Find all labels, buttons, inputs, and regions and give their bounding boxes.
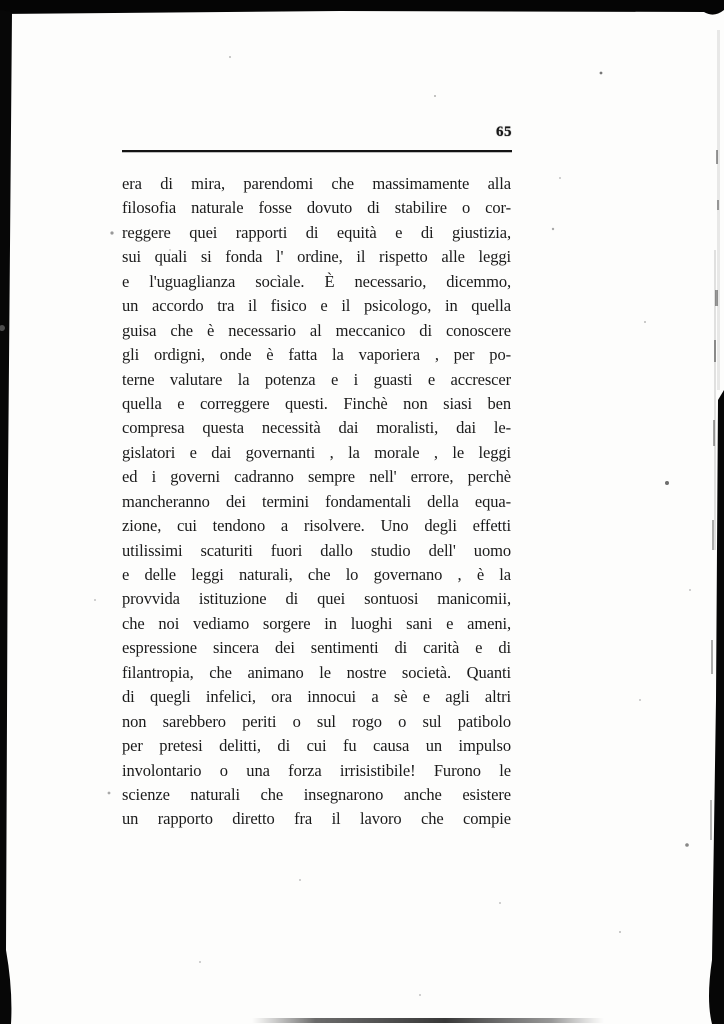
text-line: un accordo tra il fisico e il psicologo, in quella bbox=[122, 296, 511, 316]
scan-edge-bottom bbox=[252, 1018, 604, 1023]
text-line: espressione sincera dei sentimenti di carità e di bbox=[122, 638, 511, 658]
text-line: utilissimi scaturiti fuori dallo studio dell' uomo bbox=[122, 540, 511, 560]
text-line: filosofia naturale fosse dovuto di stabilire o cor- bbox=[122, 198, 511, 218]
text-line: scienze naturali che insegnarono anche esistere bbox=[122, 784, 511, 804]
scan-edge-left bbox=[0, 10, 12, 1024]
text-line: gislatori e dai governanti , la morale , le leggi bbox=[122, 442, 511, 462]
text-line: gli ordigni, onde è fatta la vaporiera , per po- bbox=[122, 345, 511, 365]
text-line: provvida istituzione di quei sontuosi manicomii, bbox=[122, 589, 511, 609]
text-line: per pretesi delitti, di cui fu causa un impulso bbox=[122, 736, 511, 756]
header-rule bbox=[122, 150, 512, 152]
text-line: mancheranno dei termini fondamentali della equa- bbox=[122, 491, 511, 511]
text-line: filantropia, che animano le nostre società. Quanti bbox=[122, 662, 511, 682]
text-line: quella e correggere questi. Finchè non siasi ben bbox=[122, 393, 511, 413]
scan-noise-right bbox=[710, 30, 720, 840]
text-line: e delle leggi naturali, che lo governano , è la bbox=[122, 565, 511, 584]
page-number: 65 bbox=[496, 124, 512, 140]
text-line: guisa che è necessario al meccanico di conoscere bbox=[122, 320, 511, 340]
text-line: zione, cui tendono a risolvere. Uno degli effetti bbox=[122, 516, 511, 536]
text-line: reggere quei rapporti di equità e di giustizia, bbox=[122, 222, 511, 242]
scan-edge-top bbox=[0, 0, 724, 15]
scan-edge-right bbox=[709, 390, 724, 1024]
text-line: un rapporto diretto fra il lavoro che compie bbox=[122, 809, 511, 829]
text-line: era di mira, parendomi che massimamente alla bbox=[122, 174, 511, 193]
body-text bbox=[122, 172, 511, 832]
text-line: di quegli infelici, ora innocui a sè e agli altri bbox=[122, 687, 511, 707]
text-line: sui quali si fonda l' ordine, il rispetto alle leggi bbox=[122, 247, 511, 267]
text-line: ed i governi cadranno sempre nell' errore, perchè bbox=[122, 467, 511, 487]
text-line: involontario o una forza irrisistibile! Furono le bbox=[122, 760, 511, 780]
text-line: terne valutare la potenza e i guasti e accrescer bbox=[122, 369, 511, 389]
text-line: che noi vediamo sorgere in luoghi sani e ameni, bbox=[122, 613, 511, 633]
text-line: e l'uguaglianza socìale. È necessario, dicemmo, bbox=[122, 271, 511, 291]
text-line: non sarebbero periti o sul rogo o sul patibolo bbox=[122, 711, 511, 731]
text-line: compresa questa necessità dai moralisti, dai le- bbox=[122, 418, 511, 438]
